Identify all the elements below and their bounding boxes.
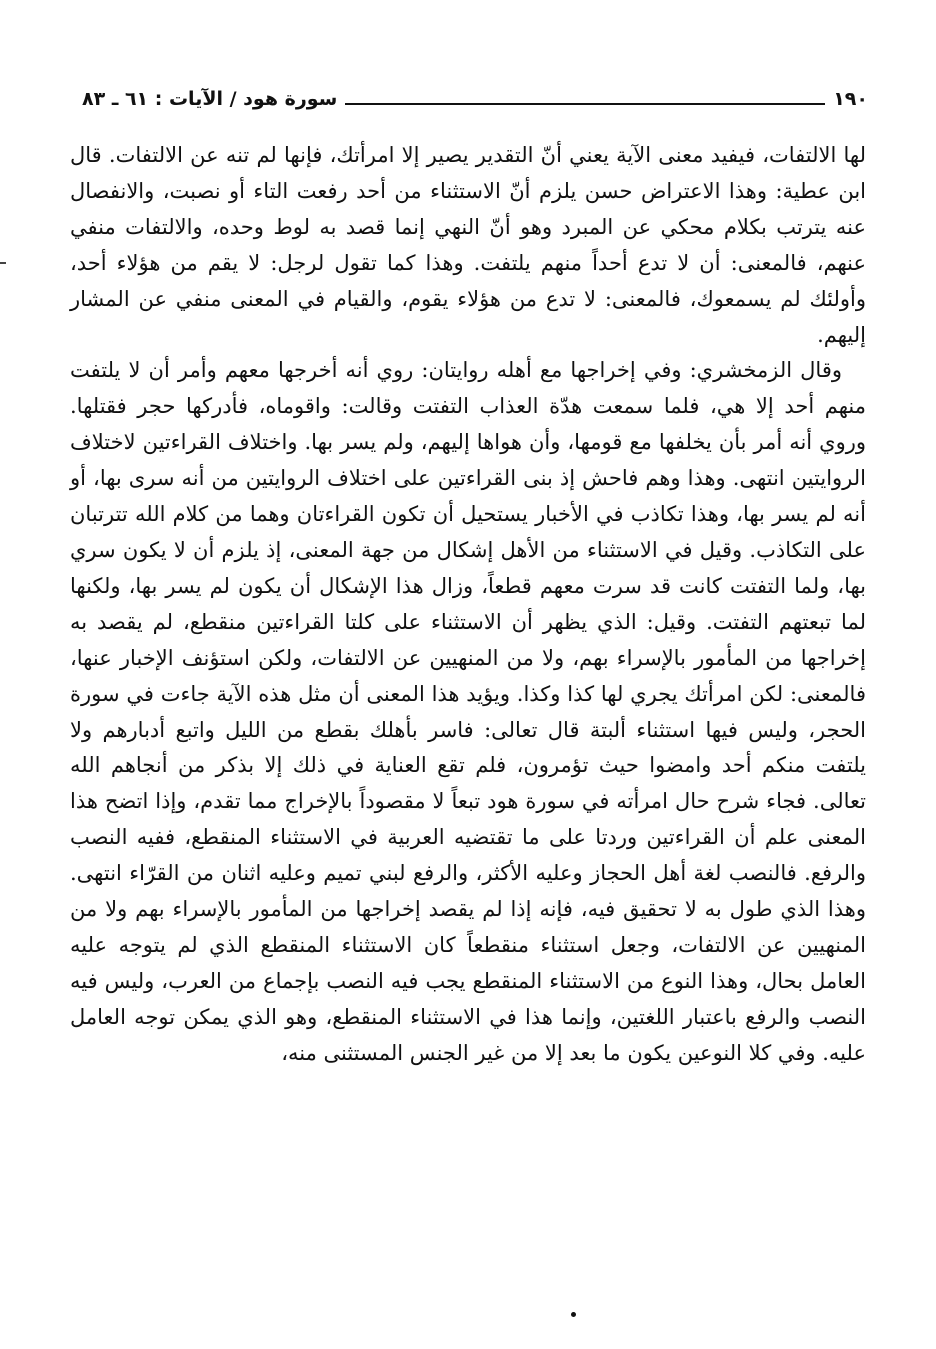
- footer-dot: [571, 1312, 576, 1317]
- paragraph-1: لها الالتفات، فيفيد معنى الآية يعني أنّ التقدير يصير إلا امرأتك، فإنها لم تنه عن الالتفات. قال ابن عطية: وهذا الاعتراض حسن يلزم أنّ الاستثناء من أحد رفعت التاء أو نصبت، والانفصال عنه يترتب بكلام محكي عن المبرد وهو أنّ النهي إنما قصد به لوط وحده، والالتفات منفي عنهم، فالمعنى: أن لا تدع أحداً منهم يلتفت. وهذا كما تقول لرجل: لا يقم من هؤلاء أحد، وأولئك لم يسمعوك، فالمعنى: لا تدع من هؤلاء يقوم، والقيام في المعنى منفي عن المشار إليهم.: [70, 143, 866, 347]
- body-text: [70, 138, 866, 1072]
- page-header: [82, 82, 868, 116]
- scan-edge-mark: [0, 262, 6, 264]
- running-title: سورة هود / الآيات : ٦١ ـ ٨٣: [82, 88, 338, 110]
- paragraph-2: وقال الزمخشري: وفي إخراجها مع أهله روايتان: روي أنه أخرجها معهم وأمر أن لا يلتفت منهم أحد إلا هي، فلما سمعت هدّة العذاب التفتت وقالت: واقوماه، فأدركها حجر فقتلها. وروي أنه أمر بأن يخلفها مع قومها، وأن هواها إليهم، ولم يسر بها. واختلاف القراءتين لاختلاف الروايتين انتهى. وهذا وهم فاحش إذ بنى القراءتين على اختلاف الروايتين من أنه سرى بها، أو أنه لم يسر بها، وهذا تكاذب في الأخبار يستحيل أن تكون القراءتان وهما من كلام الله تترتبان على التكاذب. وقيل في الاستثناء من الأهل إشكال من جهة المعنى، إذ يلزم أن لا يكون سري بها، ولما التفتت كانت قد سرت معهم قطعاً، وزال هذا الإشكال أن يكون لم يسر بها، ولكنها لما تبعتهم التفتت. وقيل: الذي يظهر أن الاستثناء على كلتا القراءتين منقطع، لم يقصد به إخراجها من المأمور بالإسراء بهم، ولا من المنهيين عن الالتفات، ولكن استؤنف الإخبار عنها، فالمعنى: لكن امرأتك يجري لها كذا وكذا. ويؤيد هذا المعنى أن مثل هذه الآية جاءت في سورة الحجر، وليس فيها استثناء ألبتة قال تعالى: فاسر بأهلك بقطع من الليل واتبع أدبارهم ولا يلتفت منكم أحد وامضوا حيث تؤمرون، فلم تقع العناية في ذلك إلا بذكر من أنجاهم الله تعالى. فجاء شرح حال امرأته في سورة هود تبعاً لا مقصوداً بالإخراج مما تقدم، وإذا اتضح هذا المعنى علم أن القراءتين وردتا على ما تقتضيه العربية في الاستثناء المنقطع، ففيه النصب والرفع. فالنصب لغة أهل الحجاز وعليه الأكثر، والرفع لبني تميم وعليه اثنان من القرّاء انتهى. وهذا الذي طول به لا تحقيق فيه، فإنه إذا لم يقصد إخراجها من المأمور بالإسراء بهم ولا من المنهيين عن الالتفات، وجعل استثناء منقطعاً كان الاستثناء المنقطع الذي لم يتوجه عليه العامل بحال، وهذا النوع من الاستثناء المنقطع يجب فيه النصب بإجماع من العرب، وليس فيه النصب والرفع باعتبار اللغتين، وإنما هذا في الاستثناء المنقطع، وهو الذي يمكن توجه العامل عليه. وفي كلا النوعين يكون ما بعد إلا من غير الجنس المستثنى منه،: [70, 358, 866, 1065]
- page-number: ١٩٠: [833, 88, 868, 110]
- header-rule: [345, 103, 825, 105]
